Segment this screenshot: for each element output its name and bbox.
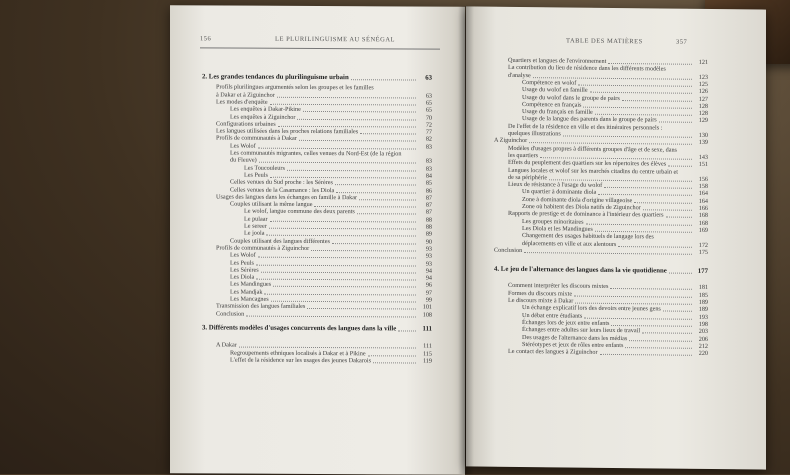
left-running-head: LE PLURILINGUISME AU SÉNÉGAL [275, 35, 395, 44]
toc-entry-page: 84 [425, 172, 432, 180]
toc-entry-page: 93 [425, 252, 432, 260]
toc-entry-title: 2. Les grandes tendances du plurilinguisme urbain [202, 73, 349, 82]
toc-entry-page: 111 [422, 325, 432, 333]
toc-entry [230, 113, 432, 122]
toc-entry-page: 85 [425, 179, 432, 187]
toc-entry-title: Les communautés migrantes, celles venues du Nord-Est (de la région [230, 149, 402, 158]
toc-entry [230, 356, 432, 365]
toc-leader-dots [373, 362, 416, 363]
toc-entry [230, 295, 432, 304]
toc-leader-dots [604, 187, 692, 189]
toc-entry-title: Usage de la langue des parents dans le groupe de pairs [522, 115, 657, 124]
toc-entry-title: La contribution du lieu de résidence dans les différents modèles [508, 64, 666, 73]
toc-entry [230, 237, 432, 246]
toc-entry-page: 220 [698, 349, 708, 358]
toc-entry [216, 120, 432, 129]
toc-entry [230, 273, 432, 282]
toc-entry-title: Celles venues de la Casamance : les Diola [230, 186, 335, 194]
toc-entry-page: 97 [425, 289, 432, 297]
toc-leader-dots [629, 340, 692, 342]
toc-entry-page: 115 [422, 350, 432, 358]
toc-leader-dots [360, 133, 416, 134]
toc-entry-page: 168 [698, 219, 708, 227]
left-page [170, 5, 465, 475]
toc-entry [244, 171, 432, 180]
toc-leader-dots [574, 295, 692, 297]
toc-entry [216, 98, 432, 107]
toc-leader-dots [303, 111, 416, 113]
toc-entry [230, 288, 432, 297]
toc-leader-dots [332, 243, 416, 244]
toc-entry-page: 94 [425, 274, 432, 282]
toc-leader-dots [398, 330, 416, 331]
toc-leader-dots [642, 332, 692, 334]
toc-entry-title: Le sereer [244, 222, 267, 230]
toc-entry-page: 88 [425, 223, 432, 231]
toc-entry-title: Zone où habitent des Diola natifs de Ziguinchor [522, 203, 641, 212]
toc-entry-title: Les Diola [230, 273, 255, 281]
toc-entry-title: De l'effet de la résidence en ville et des itinéraires personnels : [508, 122, 663, 132]
right-page [466, 6, 766, 469]
toc-entry-title: Le wolof, langue commune des deux parents [244, 208, 355, 216]
toc-entry-title: Profils de communautés à Dakar [216, 134, 297, 143]
toc-entry-title: Les langues utilisées dans les proches relations familiales [216, 127, 359, 136]
toc-entry-title: Usage du français en famille [522, 108, 593, 116]
toc-entry-page: 126 [698, 88, 708, 96]
toc-leader-dots [659, 122, 692, 123]
toc-leader-dots [669, 273, 692, 274]
toc-entry-page: 198 [698, 320, 708, 328]
toc-entry-page: 87 [425, 201, 432, 209]
toc-entry-page: 65 [425, 99, 432, 107]
toc-entry-title: de sa périphérie [508, 173, 548, 182]
toc-entry [230, 266, 432, 275]
toc-entry [216, 83, 432, 92]
toc-entry-title: Les enquêtes à Ziguinchor [230, 113, 296, 121]
toc-entry [522, 239, 708, 249]
toc-entry-page: 72 [425, 121, 432, 129]
toc-entry [494, 265, 708, 276]
toc-entry-page: 77 [425, 128, 432, 136]
toc-leader-dots [622, 100, 692, 102]
toc-entry-title: à Dakar et à Ziguinchor [216, 91, 275, 99]
toc-entry [508, 56, 708, 66]
toc-entry-title: Rapports de prestige et de dominance à l'intérieur des quartiers [508, 210, 664, 219]
toc-entry-title: L'effet de la résidence sur les usages des jeunes Dakarois [230, 356, 372, 365]
toc-entry-title: d'analyse [508, 71, 531, 79]
toc-leader-dots [335, 184, 416, 185]
toc-entry-title: Les Mandingues [230, 280, 272, 289]
toc-entry-title: Langues locales et wolof sur les marchés citadins du centre urbain et [508, 166, 678, 176]
toc-entry [202, 73, 432, 82]
toc-leader-dots [277, 96, 416, 98]
toc-entry [216, 310, 432, 319]
toc-entry-page: 158 [698, 182, 708, 191]
toc-leader-dots [311, 250, 416, 252]
right-page-number: 357 [676, 38, 688, 46]
toc-entry-title: Les Mandjak [230, 288, 263, 296]
toc-entry [216, 193, 432, 202]
toc-entry-page: 99 [425, 296, 432, 304]
toc-entry-page: 94 [425, 267, 432, 275]
toc-entry-title: Le contact des langues à Ziguinchor [508, 347, 598, 356]
toc-entry-page: 177 [697, 267, 708, 276]
toc-entry [230, 251, 432, 260]
toc-leader-dots [563, 135, 692, 137]
toc-entry-title: Couples utilisant des langues différentes [230, 237, 330, 245]
toc-entry-title: A Ziguinchor [494, 137, 528, 145]
toc-entry-title: Profils plurilingues argumentés selon les groupes et les familles [216, 83, 374, 92]
toc-leader-dots [258, 257, 416, 259]
toc-entry-title: Les Peuls [244, 171, 268, 179]
toc-entry-page: 193 [698, 313, 708, 321]
toc-entry-page: 87 [425, 208, 432, 216]
toc-leader-dots [351, 79, 416, 80]
toc-entry-title: Regroupements ethniques localisés à Dakar et à Pikine [230, 349, 366, 357]
toc-entry [230, 105, 432, 114]
toc-entry-title: Les Mancagnes [230, 295, 269, 303]
toc-leader-dots [578, 84, 692, 86]
toc-entry-page: 129 [698, 117, 708, 125]
toc-entry-page: 90 [425, 238, 432, 246]
toc-leader-dots [583, 106, 692, 108]
toc-entry-title: Le discours mixte à Dakar [508, 296, 574, 305]
toc-entry [230, 186, 432, 195]
toc-entry-page: 151 [698, 161, 708, 169]
toc-entry-page: 82 [425, 135, 432, 143]
toc-entry [244, 229, 432, 238]
toc-entry [202, 324, 432, 333]
toc-leader-dots [261, 271, 416, 273]
toc-leader-dots [600, 354, 692, 356]
toc-entry-title: Configurations urbaines [216, 120, 276, 128]
toc-entry-page: 164 [698, 190, 708, 198]
toc-leader-dots [368, 355, 416, 356]
toc-leader-dots [307, 308, 416, 310]
toc-entry-page: 89 [425, 230, 432, 238]
toc-entry-page: 143 [698, 153, 708, 161]
toc-entry-title: Usage du wolof dans le groupe de pairs [522, 93, 620, 102]
toc-entry [230, 280, 432, 289]
toc-entry [230, 149, 432, 158]
toc-entry-title: Conclusion [216, 310, 245, 318]
toc-entry-page: 185 [698, 291, 708, 299]
toc-entry-title: Lieux de résistance à l'usage du wolof [508, 180, 603, 189]
toc-entry-title: Les modes d'enquête [216, 98, 268, 106]
toc-entry-page: 156 [698, 175, 708, 183]
toc-entry-page: 65 [425, 106, 432, 114]
toc-entry-title: 4. Le jeu de l'alternance des langues dans la vie quotidienne [494, 265, 667, 275]
toc-entry-title: Les Peuls [230, 259, 254, 267]
toc-entry [244, 222, 432, 231]
toc-entry-title: Profils de communautés à Ziguinchor [216, 244, 310, 252]
toc-entry [230, 178, 432, 187]
toc-entry-page: 121 [698, 58, 708, 66]
toc-entry-page: 206 [698, 335, 708, 343]
toc-entry-page: 101 [422, 303, 432, 311]
toc-entry-page: 189 [698, 298, 708, 306]
left-page-number: 156 [200, 35, 212, 43]
toc-entry [230, 142, 432, 151]
toc-entry-page: 125 [698, 80, 708, 88]
toc-entry-title: Formes du discours mixte [508, 289, 573, 298]
toc-entry-title: Transmission des langues familiales [216, 302, 306, 311]
toc-entry-title: du Fleuve) [230, 156, 257, 164]
toc-entry-title: Échanges lors de jeux entre enfants [522, 318, 610, 327]
toc-entry-page: 139 [698, 139, 708, 147]
right-running-head: TABLE DES MATIÈRES [566, 37, 643, 46]
toc-entry-page: 189 [698, 306, 708, 314]
toc-entry-title: les quartiers [508, 151, 539, 160]
toc-entry-page: 128 [698, 102, 708, 110]
toc-leader-dots [299, 140, 416, 142]
toc-entry [244, 164, 432, 173]
toc-entry [244, 208, 432, 216]
toc-entry-page: 119 [422, 357, 432, 365]
toc-entry-page: 93 [425, 245, 432, 253]
toc-leader-dots [270, 220, 416, 222]
toc-entry [216, 302, 432, 311]
toc-entry-title: Usages des langues dans les échanges en famille à Dakar [216, 193, 358, 202]
toc-entry-title: Les Diola et les Mandingues [522, 224, 593, 233]
toc-entry-page: 93 [425, 260, 432, 268]
toc-leader-dots [357, 214, 416, 215]
toc-entry-page: 130 [698, 131, 708, 139]
toc-entry-page: 127 [698, 95, 708, 103]
left-header-rule [200, 47, 440, 49]
toc-entry-title: Les enquêtes à Dakar-Pikine [230, 105, 301, 114]
toc-leader-dots [643, 209, 692, 211]
toc-leader-dots [524, 252, 692, 255]
toc-entry-title: Un débat entre étudiants [522, 311, 583, 320]
toc-entry-page: 83 [425, 165, 432, 173]
toc-entry-title: Les Wolof [230, 142, 256, 150]
toc-entry-page: 169 [698, 226, 708, 234]
toc-entry-title: Celles venues du Sud proche : les Sérères [230, 178, 333, 187]
toc-entry-page: 181 [698, 284, 708, 292]
toc-entry-page: 175 [698, 248, 708, 256]
toc-entry-title: Comment interpréter les discours mixtes [508, 282, 609, 291]
toc-entry-title: Compétence en wolof [522, 78, 577, 87]
toc-entry-title: Modèles d'usages propres à différents groupes d'âge et de sexe, dans [508, 144, 677, 154]
toc-entry-title: déplacements en ville et aux alentours [522, 239, 617, 248]
toc-entry-title: Usage du wolof en famille [522, 86, 588, 94]
toc-leader-dots [666, 217, 692, 218]
toc-entry-title: Couples utilisant la même langue [230, 200, 313, 209]
toc-entry-title: 3. Différents modèles d'usages concurrents des langues dans la ville [202, 324, 397, 333]
toc-entry-page: 172 [698, 241, 708, 249]
toc-entry-title: A Dakar [216, 341, 237, 349]
toc-entry-page: 108 [422, 311, 432, 319]
toc-entry-page: 96 [425, 281, 432, 289]
toc-entry-title: Des usages de l'alternance dans les médias [522, 333, 628, 342]
toc-entry-page: 86 [425, 187, 432, 195]
toc-entry-title: Quartiers et langues de l'environnement [508, 56, 607, 65]
toc-leader-dots [625, 347, 692, 349]
toc-entry-page: 111 [423, 342, 432, 350]
toc-entry-title: Échanges entre adultes sur leurs lieux de travail [522, 326, 641, 335]
toc-leader-dots [586, 223, 692, 225]
toc-entry-title: Les groupes minoritaires [522, 217, 584, 226]
toc-entry [508, 282, 708, 292]
toc-entry-title: Les Wolof [230, 251, 256, 259]
toc-entry-title: Les Sérères [230, 266, 259, 274]
toc-leader-dots [297, 118, 416, 120]
toc-entry-title: Le joola [244, 229, 265, 238]
toc-leader-dots [269, 228, 416, 230]
book-spine [458, 6, 474, 474]
toc-entry-title: Un échange explicatif lors des devoirs entre jeunes gens [522, 304, 661, 313]
toc-entry-title: Stéréotypes et jeux de rôles entre enfants [522, 340, 624, 349]
toc-leader-dots [256, 279, 416, 281]
toc-leader-dots [610, 288, 692, 290]
toc-entry-title: Changement des usages habituels de langage lors des [522, 232, 654, 241]
toc-entry-title: Zone à dominante diola d'origine villageoise [522, 195, 633, 204]
toc-entry-page: 123 [698, 73, 708, 81]
toc-entry-page: 83 [425, 157, 432, 165]
toc-entry-title: Un quartier à dominante diola [522, 188, 597, 197]
toc-leader-dots [314, 206, 416, 208]
toc-entry-page: 168 [698, 212, 708, 220]
toc-leader-dots [634, 202, 692, 204]
toc-leader-dots [663, 311, 692, 312]
toc-entry-page: 70 [425, 114, 432, 122]
toc-entry-title: Les Toucouleurs [244, 164, 285, 172]
toc-entry-page: 63 [425, 74, 432, 82]
toc-leader-dots [256, 264, 416, 266]
toc-leader-dots [668, 166, 692, 167]
toc-entry-title: Compétence en français [522, 100, 582, 109]
toc-leader-dots [287, 169, 416, 171]
toc-leader-dots [336, 192, 416, 193]
toc-leader-dots [264, 293, 416, 295]
toc-entry [230, 259, 432, 268]
toc-entry-page: 63 [425, 92, 432, 100]
toc-entry-page: 203 [698, 328, 708, 336]
toc-entry-page: 166 [698, 204, 708, 212]
toc-entry-title: Le pulaar [244, 215, 268, 223]
toc-leader-dots [618, 246, 692, 248]
toc-entry-title: Effets du peuplement des quartiers sur les répertoires des élèves [508, 159, 667, 168]
toc-entry-page: 212 [698, 342, 708, 350]
toc-leader-dots [359, 199, 416, 200]
toc-entry-page: 83 [425, 143, 432, 151]
toc-entry [216, 341, 432, 350]
toc-leader-dots [273, 286, 416, 288]
toc-entry-title: quelques illustrations [508, 129, 561, 138]
toc-entry [230, 349, 432, 358]
toc-leader-dots [246, 315, 416, 317]
toc-entry-page: 87 [425, 194, 432, 202]
toc-entry-page: 128 [698, 109, 708, 118]
toc-entry-title: Conclusion [494, 246, 523, 254]
toc-entry-page: 88 [425, 216, 432, 224]
toc-entry-page: 164 [698, 197, 708, 205]
toc-entry [216, 127, 432, 136]
